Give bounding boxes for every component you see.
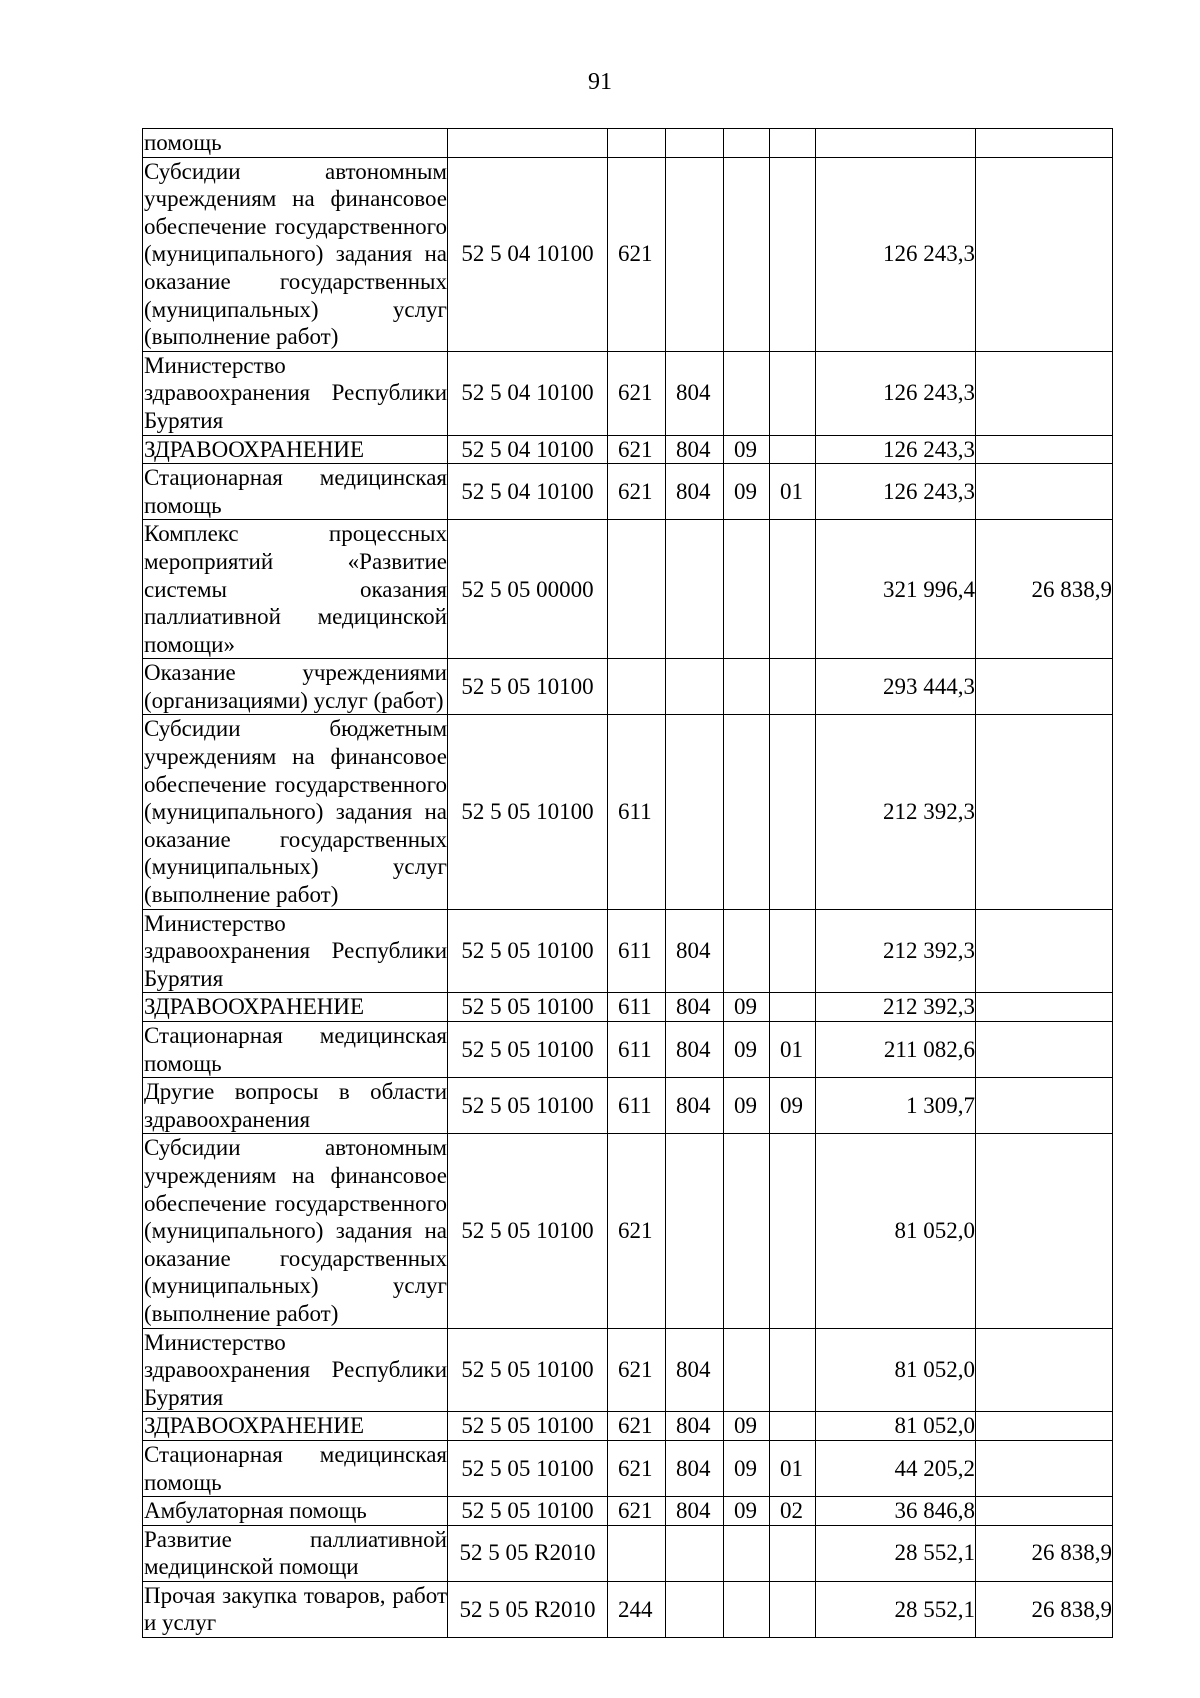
table-row — [143, 1022, 1113, 1078]
table-row — [143, 1328, 1113, 1412]
target-code-cell: 52 5 05 10100 — [448, 909, 608, 993]
section-cell — [724, 520, 770, 659]
section-cell — [724, 157, 770, 351]
target-code-cell: 52 5 05 10100 — [448, 1328, 608, 1412]
amount-cell: 36 846,8 — [816, 1497, 976, 1526]
target-code-cell: 52 5 05 10100 — [448, 659, 608, 715]
section-cell: 09 — [724, 1440, 770, 1496]
target-code-cell: 52 5 05 10100 — [448, 1078, 608, 1134]
item-name-cell: Оказание учреждениями (организациями) услуг (работ) — [143, 659, 448, 715]
table-row — [143, 464, 1113, 520]
item-name-cell: Субсидии автономным учреждениям на финансовое обеспечение государственного (муниципального) задания на оказание государственных (муниципальных) услуг (выполнение работ) — [143, 1134, 448, 1328]
section-cell: 09 — [724, 1412, 770, 1441]
table-row — [143, 351, 1113, 435]
federal-amount-cell — [976, 1078, 1113, 1134]
expense-type-cell: 611 — [608, 1022, 666, 1078]
expense-type-cell: 244 — [608, 1581, 666, 1637]
subsection-cell — [770, 1412, 816, 1441]
federal-amount-cell — [976, 1134, 1113, 1328]
table-row — [143, 520, 1113, 659]
expense-type-cell: 621 — [608, 1134, 666, 1328]
subsection-cell: 02 — [770, 1497, 816, 1526]
amount-cell: 126 243,3 — [816, 435, 976, 464]
item-name-cell: Министерство здравоохранения Республики Бурятия — [143, 909, 448, 993]
federal-amount-cell: 26 838,9 — [976, 1525, 1113, 1581]
item-name-cell: ЗДРАВООХРАНЕНИЕ — [143, 993, 448, 1022]
item-name-cell: Стационарная медицинская помощь — [143, 1022, 448, 1078]
section-cell — [724, 1581, 770, 1637]
federal-amount-cell — [976, 715, 1113, 909]
subsection-cell: 01 — [770, 464, 816, 520]
table-row — [143, 1440, 1113, 1496]
expense-type-cell: 611 — [608, 909, 666, 993]
amount-cell: 126 243,3 — [816, 157, 976, 351]
target-code-cell: 52 5 04 10100 — [448, 351, 608, 435]
federal-amount-cell — [976, 129, 1113, 158]
federal-amount-cell — [976, 157, 1113, 351]
federal-amount-cell — [976, 1440, 1113, 1496]
item-name-cell: Другие вопросы в области здравоохранения — [143, 1078, 448, 1134]
target-code-cell: 52 5 04 10100 — [448, 464, 608, 520]
item-name-cell: Развитие паллиативной медицинской помощи — [143, 1525, 448, 1581]
table-row — [143, 1497, 1113, 1526]
table-row — [143, 1412, 1113, 1441]
admin-code-cell — [666, 659, 724, 715]
target-code-cell — [448, 129, 608, 158]
expense-type-cell: 611 — [608, 993, 666, 1022]
amount-cell: 126 243,3 — [816, 351, 976, 435]
admin-code-cell: 804 — [666, 1440, 724, 1496]
table-row — [143, 1078, 1113, 1134]
admin-code-cell — [666, 1134, 724, 1328]
amount-cell: 293 444,3 — [816, 659, 976, 715]
section-cell: 09 — [724, 1497, 770, 1526]
section-cell: 09 — [724, 993, 770, 1022]
target-code-cell: 52 5 05 10100 — [448, 1134, 608, 1328]
section-cell: 09 — [724, 435, 770, 464]
admin-code-cell: 804 — [666, 1022, 724, 1078]
admin-code-cell — [666, 157, 724, 351]
item-name-cell: ЗДРАВООХРАНЕНИЕ — [143, 1412, 448, 1441]
admin-code-cell — [666, 1581, 724, 1637]
item-name-cell: помощь — [143, 129, 448, 158]
section-cell: 09 — [724, 464, 770, 520]
subsection-cell — [770, 1134, 816, 1328]
table-row — [143, 993, 1113, 1022]
federal-amount-cell — [976, 1497, 1113, 1526]
expense-type-cell: 611 — [608, 715, 666, 909]
subsection-cell — [770, 993, 816, 1022]
amount-cell: 28 552,1 — [816, 1525, 976, 1581]
page-number: 91 — [588, 69, 612, 95]
expense-type-cell: 621 — [608, 1328, 666, 1412]
item-name-cell: Комплекс процессных мероприятий «Развитие системы оказания паллиативной медицинской помощи» — [143, 520, 448, 659]
item-name-cell: Стационарная медицинская помощь — [143, 1440, 448, 1496]
section-cell — [724, 659, 770, 715]
item-name-cell: Стационарная медицинская помощь — [143, 464, 448, 520]
amount-cell: 211 082,6 — [816, 1022, 976, 1078]
federal-amount-cell — [976, 464, 1113, 520]
admin-code-cell — [666, 1525, 724, 1581]
subsection-cell — [770, 909, 816, 993]
amount-cell: 81 052,0 — [816, 1412, 976, 1441]
amount-cell: 81 052,0 — [816, 1134, 976, 1328]
item-name-cell: Министерство здравоохранения Республики Бурятия — [143, 1328, 448, 1412]
section-cell — [724, 715, 770, 909]
subsection-cell: 09 — [770, 1078, 816, 1134]
expense-type-cell: 621 — [608, 1412, 666, 1441]
target-code-cell: 52 5 05 10100 — [448, 1497, 608, 1526]
federal-amount-cell — [976, 1412, 1113, 1441]
subsection-cell — [770, 1525, 816, 1581]
subsection-cell — [770, 715, 816, 909]
amount-cell: 321 996,4 — [816, 520, 976, 659]
federal-amount-cell: 26 838,9 — [976, 1581, 1113, 1637]
target-code-cell: 52 5 05 10100 — [448, 993, 608, 1022]
admin-code-cell: 804 — [666, 464, 724, 520]
subsection-cell — [770, 129, 816, 158]
admin-code-cell — [666, 715, 724, 909]
subsection-cell — [770, 435, 816, 464]
admin-code-cell — [666, 129, 724, 158]
section-cell — [724, 351, 770, 435]
table-row — [143, 129, 1113, 158]
admin-code-cell: 804 — [666, 993, 724, 1022]
section-cell — [724, 129, 770, 158]
item-name-cell: ЗДРАВООХРАНЕНИЕ — [143, 435, 448, 464]
expense-type-cell: 621 — [608, 435, 666, 464]
target-code-cell: 52 5 05 10100 — [448, 1440, 608, 1496]
target-code-cell: 52 5 05 R2010 — [448, 1581, 608, 1637]
table-row — [143, 157, 1113, 351]
item-name-cell: Субсидии бюджетным учреждениям на финансовое обеспечение государственного (муниципального) задания на оказание государственных (муниципальных) услуг (выполнение работ) — [143, 715, 448, 909]
target-code-cell: 52 5 05 R2010 — [448, 1525, 608, 1581]
expense-type-cell: 621 — [608, 351, 666, 435]
expense-type-cell — [608, 1525, 666, 1581]
table-row — [143, 1581, 1113, 1637]
admin-code-cell — [666, 520, 724, 659]
expense-type-cell: 611 — [608, 1078, 666, 1134]
item-name-cell: Министерство здравоохранения Республики Бурятия — [143, 351, 448, 435]
subsection-cell: 01 — [770, 1022, 816, 1078]
amount-cell: 44 205,2 — [816, 1440, 976, 1496]
expense-type-cell — [608, 659, 666, 715]
target-code-cell: 52 5 04 10100 — [448, 157, 608, 351]
target-code-cell: 52 5 05 10100 — [448, 1022, 608, 1078]
expense-type-cell: 621 — [608, 157, 666, 351]
expense-type-cell: 621 — [608, 1497, 666, 1526]
subsection-cell — [770, 351, 816, 435]
target-code-cell: 52 5 05 10100 — [448, 715, 608, 909]
subsection-cell — [770, 157, 816, 351]
budget-table — [142, 128, 1113, 1638]
target-code-cell: 52 5 05 00000 — [448, 520, 608, 659]
federal-amount-cell — [976, 435, 1113, 464]
section-cell — [724, 1525, 770, 1581]
admin-code-cell: 804 — [666, 351, 724, 435]
item-name-cell: Амбулаторная помощь — [143, 1497, 448, 1526]
expense-type-cell: 621 — [608, 464, 666, 520]
amount-cell: 126 243,3 — [816, 464, 976, 520]
admin-code-cell: 804 — [666, 1412, 724, 1441]
amount-cell: 212 392,3 — [816, 909, 976, 993]
table-row — [143, 435, 1113, 464]
target-code-cell: 52 5 05 10100 — [448, 1412, 608, 1441]
expense-type-cell: 621 — [608, 1440, 666, 1496]
amount-cell — [816, 129, 976, 158]
item-name-cell: Субсидии автономным учреждениям на финансовое обеспечение государственного (муниципального) задания на оказание государственных (муниципальных) услуг (выполнение работ) — [143, 157, 448, 351]
federal-amount-cell — [976, 659, 1113, 715]
table-row — [143, 659, 1113, 715]
admin-code-cell: 804 — [666, 1328, 724, 1412]
federal-amount-cell — [976, 351, 1113, 435]
section-cell — [724, 1328, 770, 1412]
target-code-cell: 52 5 04 10100 — [448, 435, 608, 464]
expense-type-cell — [608, 129, 666, 158]
expense-type-cell — [608, 520, 666, 659]
section-cell — [724, 909, 770, 993]
subsection-cell — [770, 520, 816, 659]
subsection-cell — [770, 1581, 816, 1637]
federal-amount-cell — [976, 1022, 1113, 1078]
subsection-cell: 01 — [770, 1440, 816, 1496]
federal-amount-cell — [976, 993, 1113, 1022]
admin-code-cell: 804 — [666, 909, 724, 993]
section-cell: 09 — [724, 1022, 770, 1078]
admin-code-cell: 804 — [666, 1497, 724, 1526]
amount-cell: 212 392,3 — [816, 993, 976, 1022]
amount-cell: 81 052,0 — [816, 1328, 976, 1412]
table-row — [143, 1134, 1113, 1328]
amount-cell: 1 309,7 — [816, 1078, 976, 1134]
federal-amount-cell — [976, 909, 1113, 993]
admin-code-cell: 804 — [666, 435, 724, 464]
federal-amount-cell: 26 838,9 — [976, 520, 1113, 659]
table-row — [143, 715, 1113, 909]
section-cell: 09 — [724, 1078, 770, 1134]
subsection-cell — [770, 659, 816, 715]
admin-code-cell: 804 — [666, 1078, 724, 1134]
table-row — [143, 1525, 1113, 1581]
section-cell — [724, 1134, 770, 1328]
federal-amount-cell — [976, 1328, 1113, 1412]
amount-cell: 212 392,3 — [816, 715, 976, 909]
table-row — [143, 909, 1113, 993]
amount-cell: 28 552,1 — [816, 1581, 976, 1637]
subsection-cell — [770, 1328, 816, 1412]
item-name-cell: Прочая закупка товаров, работ и услуг — [143, 1581, 448, 1637]
